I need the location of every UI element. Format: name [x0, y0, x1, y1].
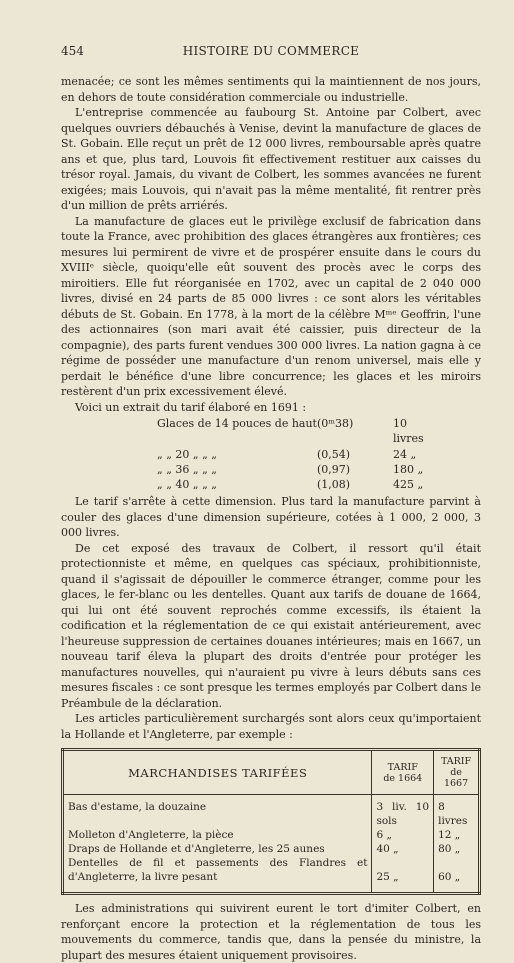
tarif-1667-cell: 80 „	[434, 842, 480, 856]
paragraph: Les articles particulièrement surchargés sont alors ceux qu'importaient la Hollande et l'Angleterre, par exemple :	[61, 712, 481, 741]
tarif-1664-cell: 3 liv. 10 sols	[372, 795, 434, 829]
tariff-1691-list	[157, 416, 481, 492]
goods-cell: Bas d'estame, la douzaine	[68, 801, 207, 814]
tarif-1664-cell: 40 „	[372, 842, 434, 856]
page-body	[61, 74, 481, 963]
table-row	[63, 828, 480, 842]
column-header-1667: TARIF de 1667	[434, 750, 480, 795]
tariff-row: „ „ 40 „ „ „ (1,08) 425 „	[157, 478, 424, 492]
page-number: 454	[61, 44, 84, 58]
tariff-row: „ „ 36 „ „ „ (0,97) 180 „	[157, 462, 424, 476]
paragraph: menacée; ce sont les mêmes sentiments qui la maintiennent de nos jours, en dehors de toute considération commerciale ou industrielle.	[61, 75, 481, 104]
column-header-goods: MARCHANDISES TARIFÉES	[63, 750, 372, 795]
paragraph: La manufacture de glaces eut le privilège exclusif de fabrication dans toute la France, avec prohibition des glaces étrangères aux frontières; ces mesures lui permirent de vivre et de prospérer ensuite dans le cours du XVIIIᵉ siècle, quoiqu'elle eût souvent des procès avec le corps des miroitiers. Elle fut réorganisée en 1702, avec un capital de 2 040 000 livres, divisé en 24 parts de 85 000 livres : ce sont alors les véritables débuts de St. Gobain. En 1778, à la mort de la célèbre Mᵐᵉ Geoffrin, l'une des actionnaires (son mari avait été caissier, puis directeur de la compagnie), des parts furent vendues 300 000 livres. La nation gagna à ce régime de posséder une manufacture d'un renom universel, mais elle y perdait le bénéfice d'une libre concurrence; les glaces et les miroirs restèrent d'un prix excessivement élevé.	[61, 214, 481, 398]
tarif-1667-cell: 8 livres	[434, 795, 480, 829]
running-title: HISTOIRE DU COMMERCE	[182, 44, 360, 58]
goods-cell: Dentelles de fil et passements des Flandres et d'Angleterre, la livre pesant	[68, 857, 368, 884]
tarif-1664-cell: 6 „	[372, 828, 434, 842]
table-row	[63, 795, 480, 829]
paragraph: Voici un extrait du tarif élaboré en 1691 :	[75, 400, 307, 414]
table-row	[63, 856, 480, 894]
running-header	[61, 44, 481, 60]
goods-cell: Draps de Hollande et d'Angleterre, les 25 aunes	[68, 843, 325, 856]
column-header-1664: TARIF de 1664	[372, 750, 434, 795]
tarif-1664-cell: 25 „	[372, 856, 434, 894]
tariff-row: Glaces de 14 pouces de haut (0ᵐ38) 10 livres	[157, 417, 424, 446]
paragraph: De cet exposé des travaux de Colbert, il ressort qu'il était protectionniste et même, en quelques cas spéciaux, prohibitionniste, quand il s'agissait de dépouiller le commerce étranger, comme pour les glaces, le fer-blanc ou les dentelles. Quant aux tarifs de douane de 1664, qui lui ont été souvent reprochés comme excessifs, ils étaient la codification et la réglementation de ce qui existait antérieurement, avec l'heureuse suppression de certaines douanes intérieures; mais en 1667, un nouveau tarif éleva la plupart des droits d'entrée pour protéger les manufactures nouvelles, qui n'auraient pu vivre à leurs débuts sans ces mesures fiscales : ce sont presque les termes employés par Colbert dans le Préambule de la déclaration.	[61, 541, 481, 710]
table-row	[63, 842, 480, 856]
paragraph: Le tarif s'arrête à cette dimension. Plus tard la manufacture parvint à couler des glaces d'une dimension supérieure, cotées à 1 000, 2 000, 3 000 livres.	[61, 495, 481, 540]
goods-cell: Molleton d'Angleterre, la pièce	[68, 829, 234, 842]
tariff-row: „ „ 20 „ „ „ (0,54) 24 „	[157, 447, 417, 461]
tarif-1667-cell: 12 „	[434, 828, 480, 842]
tarif-1667-cell: 60 „	[434, 856, 480, 894]
paragraph: L'entreprise commencée au faubourg St. Antoine par Colbert, avec quelques ouvriers débauchés à Venise, devint la manufacture de glaces de St. Gobain. Elle reçut un prêt de 12 000 livres, remboursable après quatre ans et que, plus tard, Louvois fit effectivement restituer aux caisses du trésor royal. Jamais, du vivant de Colbert, les sommes avancées ne furent exigées; mais Louvois, qui n'avait pas la même mentalité, fit rentrer près d'un million de prêts arriérés.	[61, 106, 481, 212]
tariff-comparison-table	[61, 748, 481, 895]
paragraph: Les administrations qui suivirent eurent le tort d'imiter Colbert, en renforçant encore la protection et la réglementation de tous les mouvements du commerce, tandis que, dans la pensée du ministre, la plupart des mesures étaient uniquement provisoires.	[61, 902, 481, 962]
